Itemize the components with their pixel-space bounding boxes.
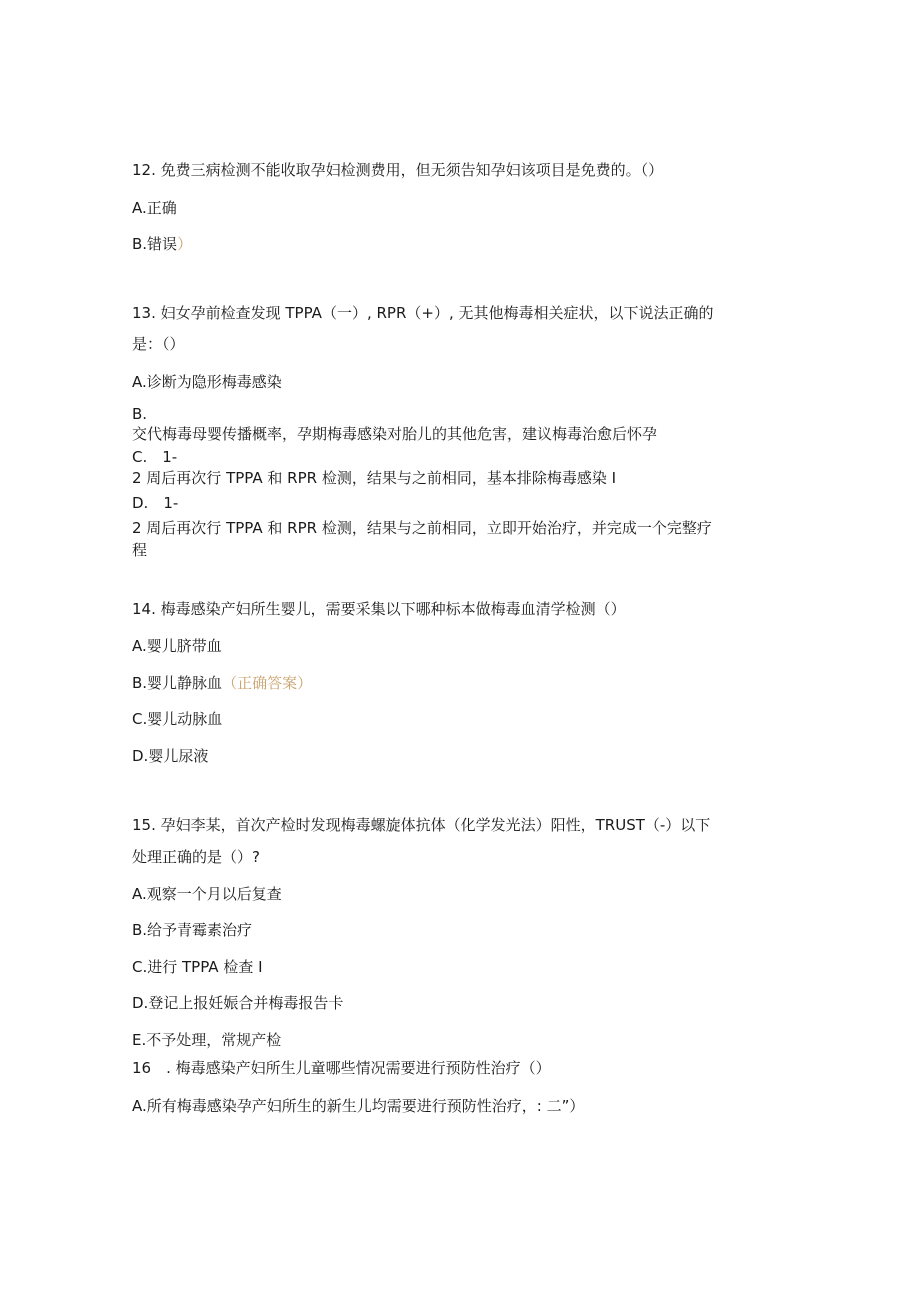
question-12-stem: 12. 免费三病检测不能收取孕妇检测费用，但无须告知孕妇该项目是免费的。（） [132, 161, 664, 179]
question-15-option-a: A.观察一个月以后复查 [132, 885, 282, 903]
question-13-stem-line-2: 是：（） [132, 335, 185, 353]
question-15-stem-line-2: 处理正确的是（）? [132, 848, 260, 866]
question-15-option-b: B.给予青霉素治疗 [132, 921, 253, 939]
question-15-stem-line-1: 15. 孕妇李某，首次产检时发现梅毒螺旋体抗体（化学发光法）阳性，TRUST（-）以下 [132, 816, 711, 834]
question-12-option-b [132, 234, 192, 254]
question-16-stem: 16 . 梅毒感染产妇所生儿童哪些情况需要进行预防性治疗（） [132, 1059, 551, 1077]
question-14-stem: 14. 梅毒感染产妇所生婴儿，需要采集以下哪种标本做梅毒血清学检测（） [132, 600, 626, 618]
question-14-option-d: D.婴儿尿液 [132, 747, 209, 765]
question-15-option-c: C.进行 TPPA 检查 I [132, 958, 263, 976]
question-14-option-b [132, 673, 312, 693]
question-13-option-c-text: 2 周后再次行 TPPA 和 RPR 检测，结果与之前相同，基本排除梅毒感染 I [132, 469, 617, 487]
option-b-text: B.错误 [132, 235, 178, 253]
correct-answer-mark: （正确答案） [222, 674, 313, 692]
question-15-option-d: D.登记上报妊娠合并梅毒报告卡 [132, 994, 344, 1012]
question-13-option-d-text: 2 周后再次行 TPPA 和 RPR 检测，结果与之前相同，立即开始治疗，并完成一个完整疗 [132, 519, 712, 537]
option-b-text: B.婴儿静脉血 [132, 674, 223, 692]
question-14-option-a: A.婴儿脐带血 [132, 637, 222, 655]
question-16-option-a: A.所有梅毒感染孕产妇所生的新生儿均需要进行预防性治疗，: 二”） [132, 1097, 585, 1115]
question-13-option-c-label: C. 1- [132, 448, 178, 466]
question-13-option-b-text: 交代梅毒母婴传播概率，孕期梅毒感染对胎儿的其他危害，建议梅毒治愈后怀孕 [132, 425, 658, 443]
question-12-option-a: A.正确 [132, 199, 177, 217]
question-14-option-c: C.婴儿动脉血 [132, 710, 223, 728]
question-13-stem-line-1: 13. 妇女孕前检查发现 TPPA（一）, RPR（+）, 无其他梅毒相关症状，以下说法正确的 [132, 304, 714, 322]
question-13-option-d-label: D. 1- [132, 494, 179, 512]
question-13-option-d-text-cont: 程 [132, 541, 148, 559]
answer-mark: ） [177, 235, 193, 253]
question-13-option-b-label: B. [132, 405, 148, 423]
question-13-option-a: A.诊断为隐形梅毒感染 [132, 373, 282, 391]
question-15-option-e: E.不予处理，常规产检 [132, 1031, 282, 1049]
